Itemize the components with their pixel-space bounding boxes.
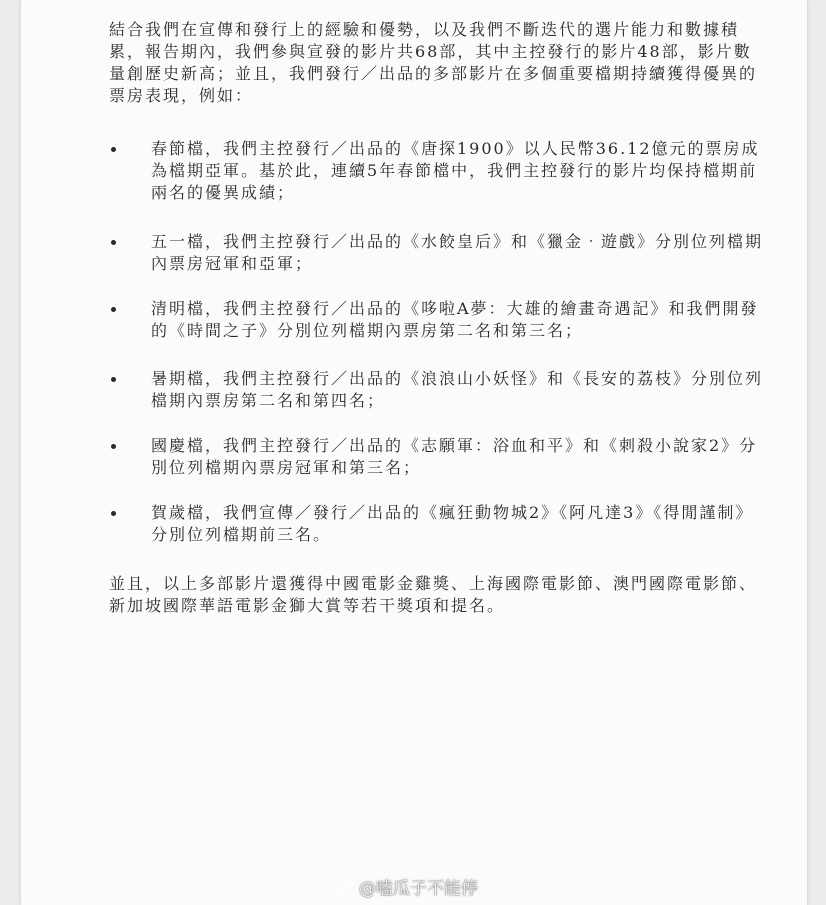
- document-page: [20, 0, 808, 905]
- closing-paragraph: 並且，以上多部影片還獲得中國電影金雞獎、上海國際電影節、澳門國際電影節、新加坡國際華語電影金獅大賞等若干獎項和提名。: [109, 574, 758, 615]
- intro-paragraph: 結合我們在宣傳和發行上的經驗和優勢，以及我們不斷迭代的選片能力和數據積累，報告期內，我們參與宣發的影片共68部，其中主控發行的影片48部，影片數量創歷史新高；並且，我們發行／出品的多部影片在多個重要檔期持續獲得優異的票房表現，例如：: [109, 20, 758, 105]
- bullet-icon: [111, 511, 116, 516]
- list-item-text: 暑期檔，我們主控發行／出品的《浪浪山小妖怪》和《長安的荔枝》分別位列檔期內票房第二名和第四名；: [151, 369, 764, 410]
- bullet-icon: [111, 307, 116, 312]
- list-item-text: 五一檔，我們主控發行／出品的《水餃皇后》和《獵金‧遊戲》分別位列檔期內票房冠軍和亞軍；: [151, 232, 764, 273]
- bullet-icon: [111, 377, 116, 382]
- list-item-text: 春節檔，我們主控發行／出品的《唐探1900》以人民幣36.12億元的票房成為檔期亞軍。基於此，連續5年春節檔中，我們主控發行的影片均保持檔期前兩名的優異成績；: [151, 139, 760, 202]
- bullet-icon: [111, 147, 116, 152]
- bullet-icon: [111, 240, 116, 245]
- watermark-text: @嗑瓜子不能停: [359, 879, 478, 899]
- bullet-icon: [111, 444, 116, 449]
- list-item-text: 清明檔，我們主控發行／出品的《哆啦A夢：大雄的繪畫奇遇記》和我們開發的《時間之子》分別位列檔期內票房第二名和第三名；: [151, 299, 759, 340]
- list-item-text: 國慶檔，我們主控發行／出品的《志願軍：浴血和平》和《刺殺小說家2》分別位列檔期內票房冠軍和第三名；: [151, 436, 758, 477]
- list-item-text: 賀歲檔，我們宣傳／發行／出品的《瘋狂動物城2》《阿凡達3》《得閒謹制》分別位列檔期前三名。: [151, 503, 754, 544]
- watermark: [333, 874, 478, 899]
- weibo-icon: [333, 878, 355, 896]
